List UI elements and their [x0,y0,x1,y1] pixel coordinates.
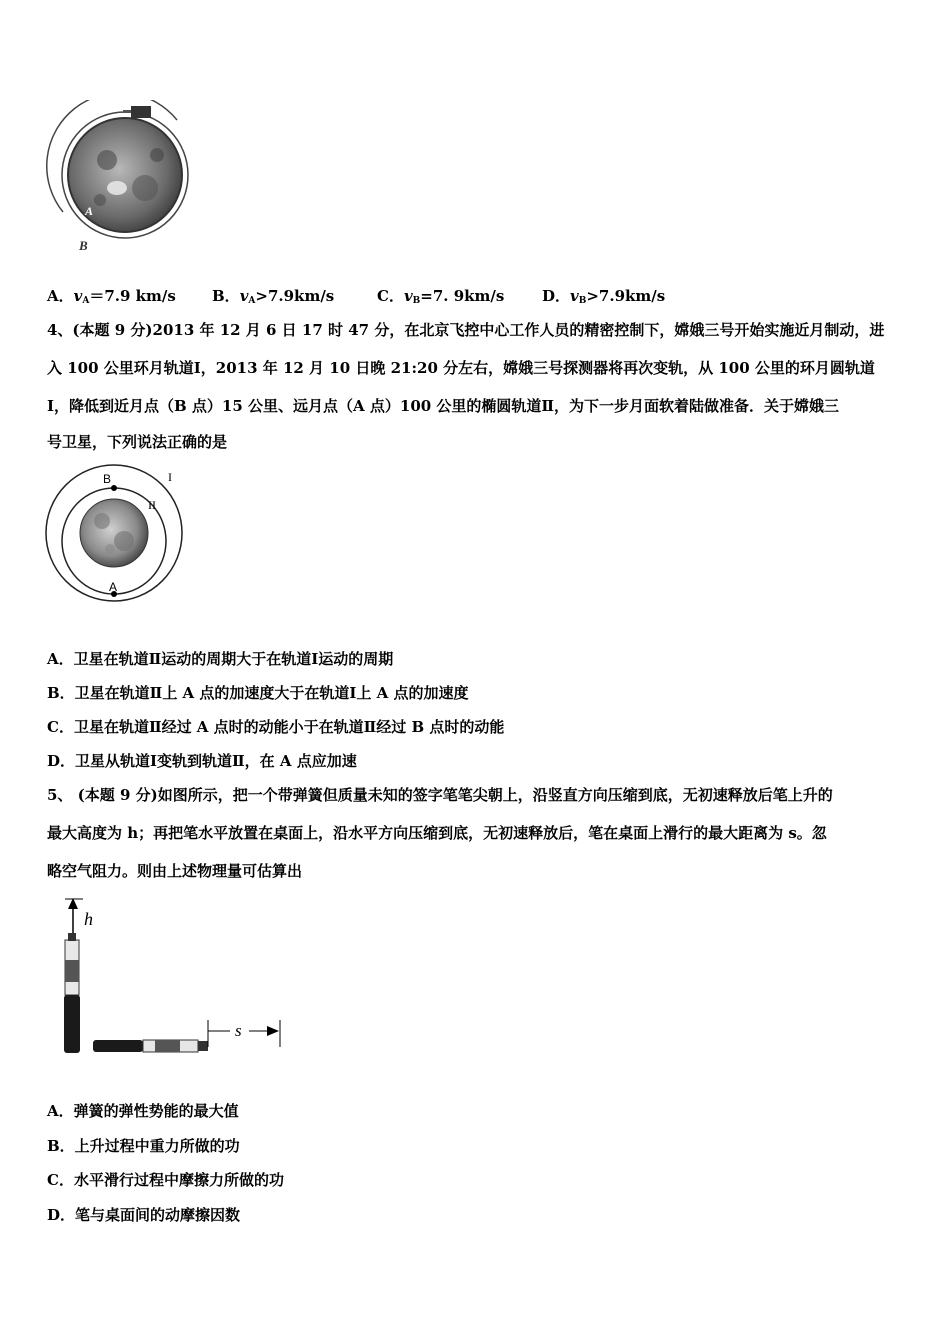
q4-option-a[interactable]: A．卫星在轨道Ⅱ运动的周期大于在轨道Ⅰ运动的周期 [47,650,394,668]
q5-option-d[interactable]: D．笔与桌面间的动摩擦因数 [47,1206,241,1224]
q5-option-b[interactable]: B．上升过程中重力所做的功 [47,1137,240,1155]
q3-option-b[interactable]: B．$v_A>7.9km/s$ [212,287,335,306]
q3-option-c[interactable]: C．$v_B=7$. 9km/s [377,287,505,306]
q5-stem-line-2: 最大高度为 h；再把笔水平放置在桌面上，沿水平方向压缩到底，无初速释放后，笔在桌面上滑行的最大距离为 s。忽 [47,824,827,842]
q4-stem-line-3: Ⅰ，降低到近月点（B 点）15 公里、远月点（A 点）100 公里的椭圆轨道Ⅱ，为下一步月面软着陆做准备．关于嫦娥三 [47,397,840,415]
horizontal-pen [93,1040,208,1052]
q4-stem-line-2: 入 100 公里环月轨道Ⅰ，2013 年 12 月 10 日晚 21:20 分左右，嫦娥三号探测器将再次变轨，从 100 公里的环月圆轨道 [47,359,875,377]
q5-stem-line-3: 略空气阻力。则由上述物理量可估算出 [47,862,303,880]
q5-stem-line-1: 5、 (本题 9 分)如图所示，把一个带弹簧但质量未知的签字笔笔尖朝上，沿竖直方向压缩到底，无初速释放后笔上升的 [47,786,833,804]
vertical-pen [64,933,80,1053]
label-II: II [148,498,156,512]
label-B: B [79,238,88,253]
q3-option-d[interactable]: D．$v_B>7.9km/s$ [542,287,666,306]
label-h: h [84,909,93,929]
moon-body [80,499,148,567]
q3-option-a[interactable]: A．$v_A=7.9$ km/s [47,287,176,306]
label-B: B [103,472,112,486]
point-B-marker [111,485,117,491]
label-A: A [109,580,118,594]
q4-option-b[interactable]: B．卫星在轨道Ⅱ上 A 点的加速度大于在轨道Ⅰ上 A 点的加速度 [47,684,469,702]
q4-stem-line-4: 号卫星，下列说法正确的是 [47,433,228,451]
moon-orbit-figure [45,100,205,260]
label-I: I [168,470,172,484]
q5-option-a[interactable]: A．弹簧的弹性势能的最大值 [47,1102,239,1120]
label-A: A [85,204,94,218]
q5-option-c[interactable]: C．水平滑行过程中摩擦力所做的功 [47,1171,284,1189]
pen-figure [55,895,290,1060]
q4-option-c[interactable]: C．卫星在轨道Ⅱ经过 A 点时的动能小于在轨道Ⅱ经过 B 点时的动能 [47,718,505,736]
orbit-diagram [40,463,190,608]
probe-icon [131,106,151,118]
q4-stem-line-1: 4、(本题 9 分)2013 年 12 月 6 日 17 时 47 分，在北京飞控中心工作人员的精密控制下，嫦娥三号开始实施近月制动，进 [47,321,885,339]
label-s: s [235,1021,242,1040]
q4-option-d[interactable]: D．卫星从轨道Ⅰ变轨到轨道Ⅱ，在 A 点应加速 [47,752,357,770]
